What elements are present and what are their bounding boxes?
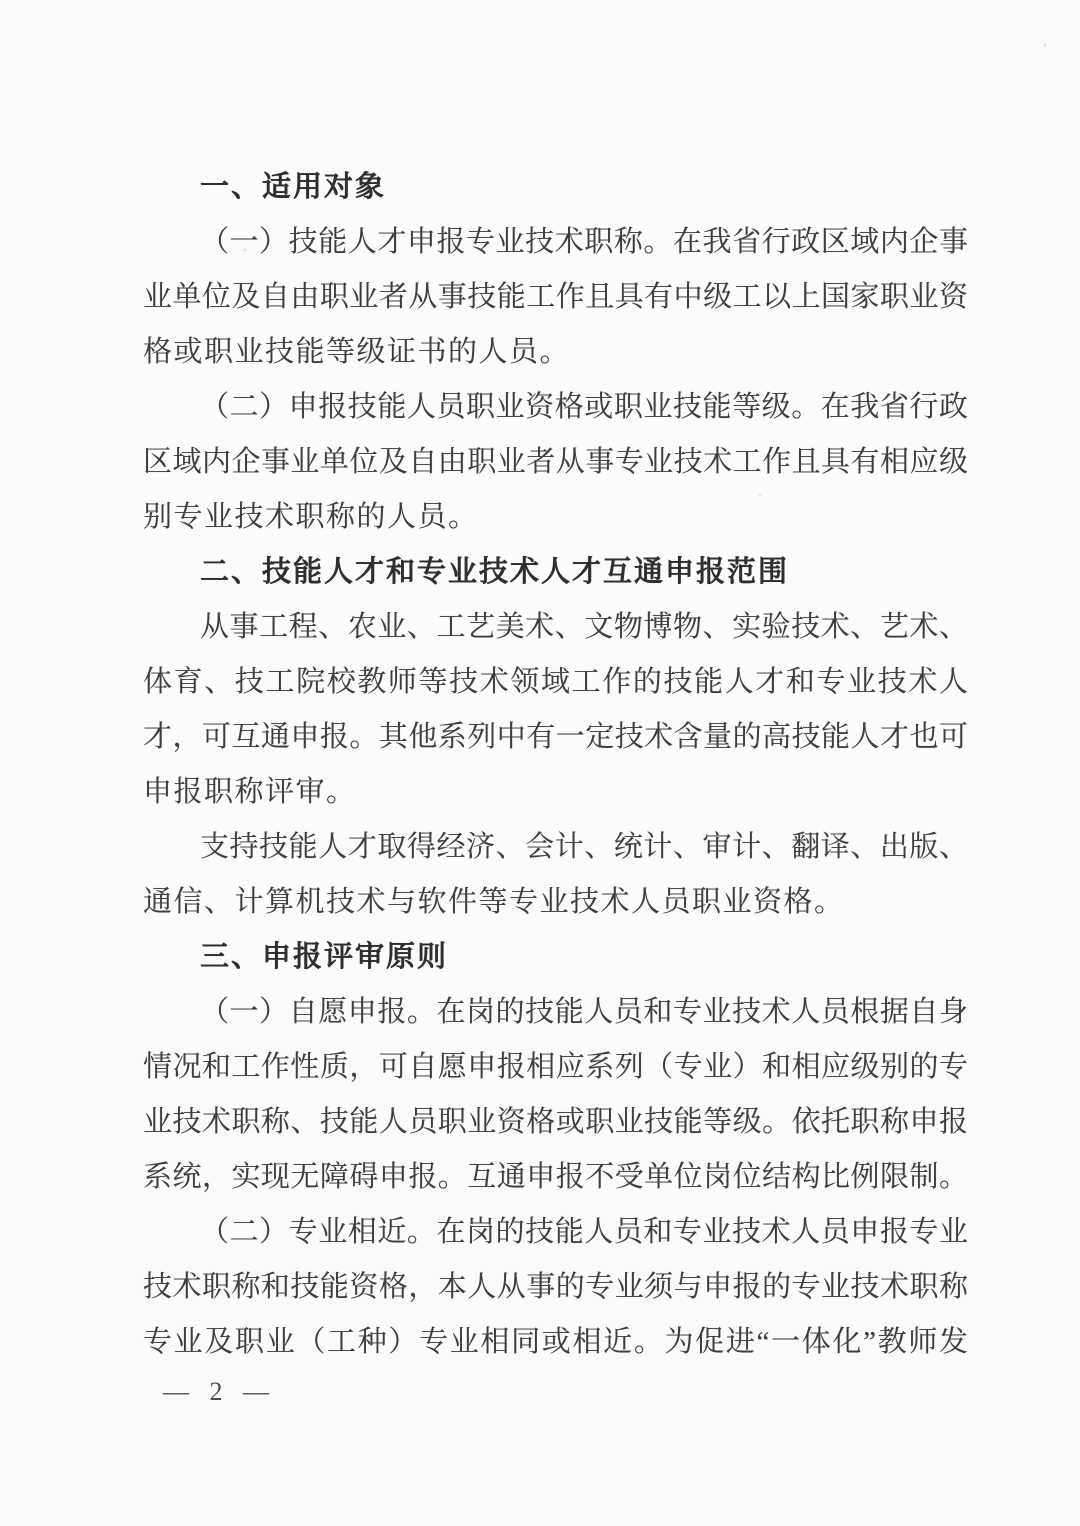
- paragraph: [143, 820, 968, 930]
- section-heading-1: 一、适用对象: [200, 171, 387, 203]
- text-line: 支持技能人才取得经济、会计、统计、审计、翻译、出版、: [200, 831, 968, 863]
- text-line: 才，可互通申报。其他系列中有一定技术含量的高技能人才也可: [143, 721, 968, 753]
- text-line: 业技术职称、技能人员职业资格或职业技能等级。依托职称申报: [143, 1106, 968, 1138]
- text-line: 系统，实现无障碍申报。互通申报不受单位岗位结构比例限制。: [143, 1161, 968, 1193]
- text-line: （二）专业相近。在岗的技能人员和专业技术人员申报专业: [200, 1216, 968, 1248]
- text-line: 从事工程、农业、工艺美术、文物博物、实验技术、艺术、: [200, 611, 968, 643]
- paragraph: [143, 1205, 968, 1370]
- text-line: 区域内企事业单位及自由职业者从事专业技术工作且具有相应级: [143, 446, 968, 478]
- text-line: 体育、技工院校教师等技术领域工作的技能人才和专业技术人: [143, 666, 968, 698]
- text-line: 格或职业技能等级证书的人员。: [143, 336, 571, 368]
- text-line: （一）技能人才申报专业技术职称。在我省行政区域内企事: [200, 226, 968, 258]
- paragraph: [143, 380, 968, 545]
- section-heading-3: 三、申报评审原则: [200, 941, 449, 973]
- text-line: 别专业技术职称的人员。: [143, 501, 479, 533]
- paragraph: [143, 600, 968, 820]
- text-line: 技术职称和技能资格，本人从事的专业须与申报的专业技术职称: [143, 1271, 968, 1303]
- paragraph: [143, 985, 968, 1205]
- page-number: — 2 —: [163, 1377, 276, 1406]
- section-heading-2: 二、技能人才和专业技术人才互通申报范围: [200, 556, 790, 588]
- text-line: 通信、计算机技术与软件等专业技术人员职业资格。: [143, 886, 845, 918]
- paragraph: [143, 215, 968, 380]
- text-line: 专业及职业（工种）专业相同或相近。为促进“一体化”教师发: [143, 1326, 968, 1358]
- text-line: 情况和工作性质，可自愿申报相应系列（专业）和相应级别的专: [143, 1051, 968, 1083]
- text-line: 业单位及自由职业者从事技能工作且具有中级工以上国家职业资: [143, 281, 968, 313]
- text-line: 申报职称评审。: [143, 776, 357, 808]
- text-line: （一）自愿申报。在岗的技能人员和专业技术人员根据自身: [200, 996, 968, 1028]
- text-line: （二）申报技能人员职业资格或职业技能等级。在我省行政: [200, 391, 968, 423]
